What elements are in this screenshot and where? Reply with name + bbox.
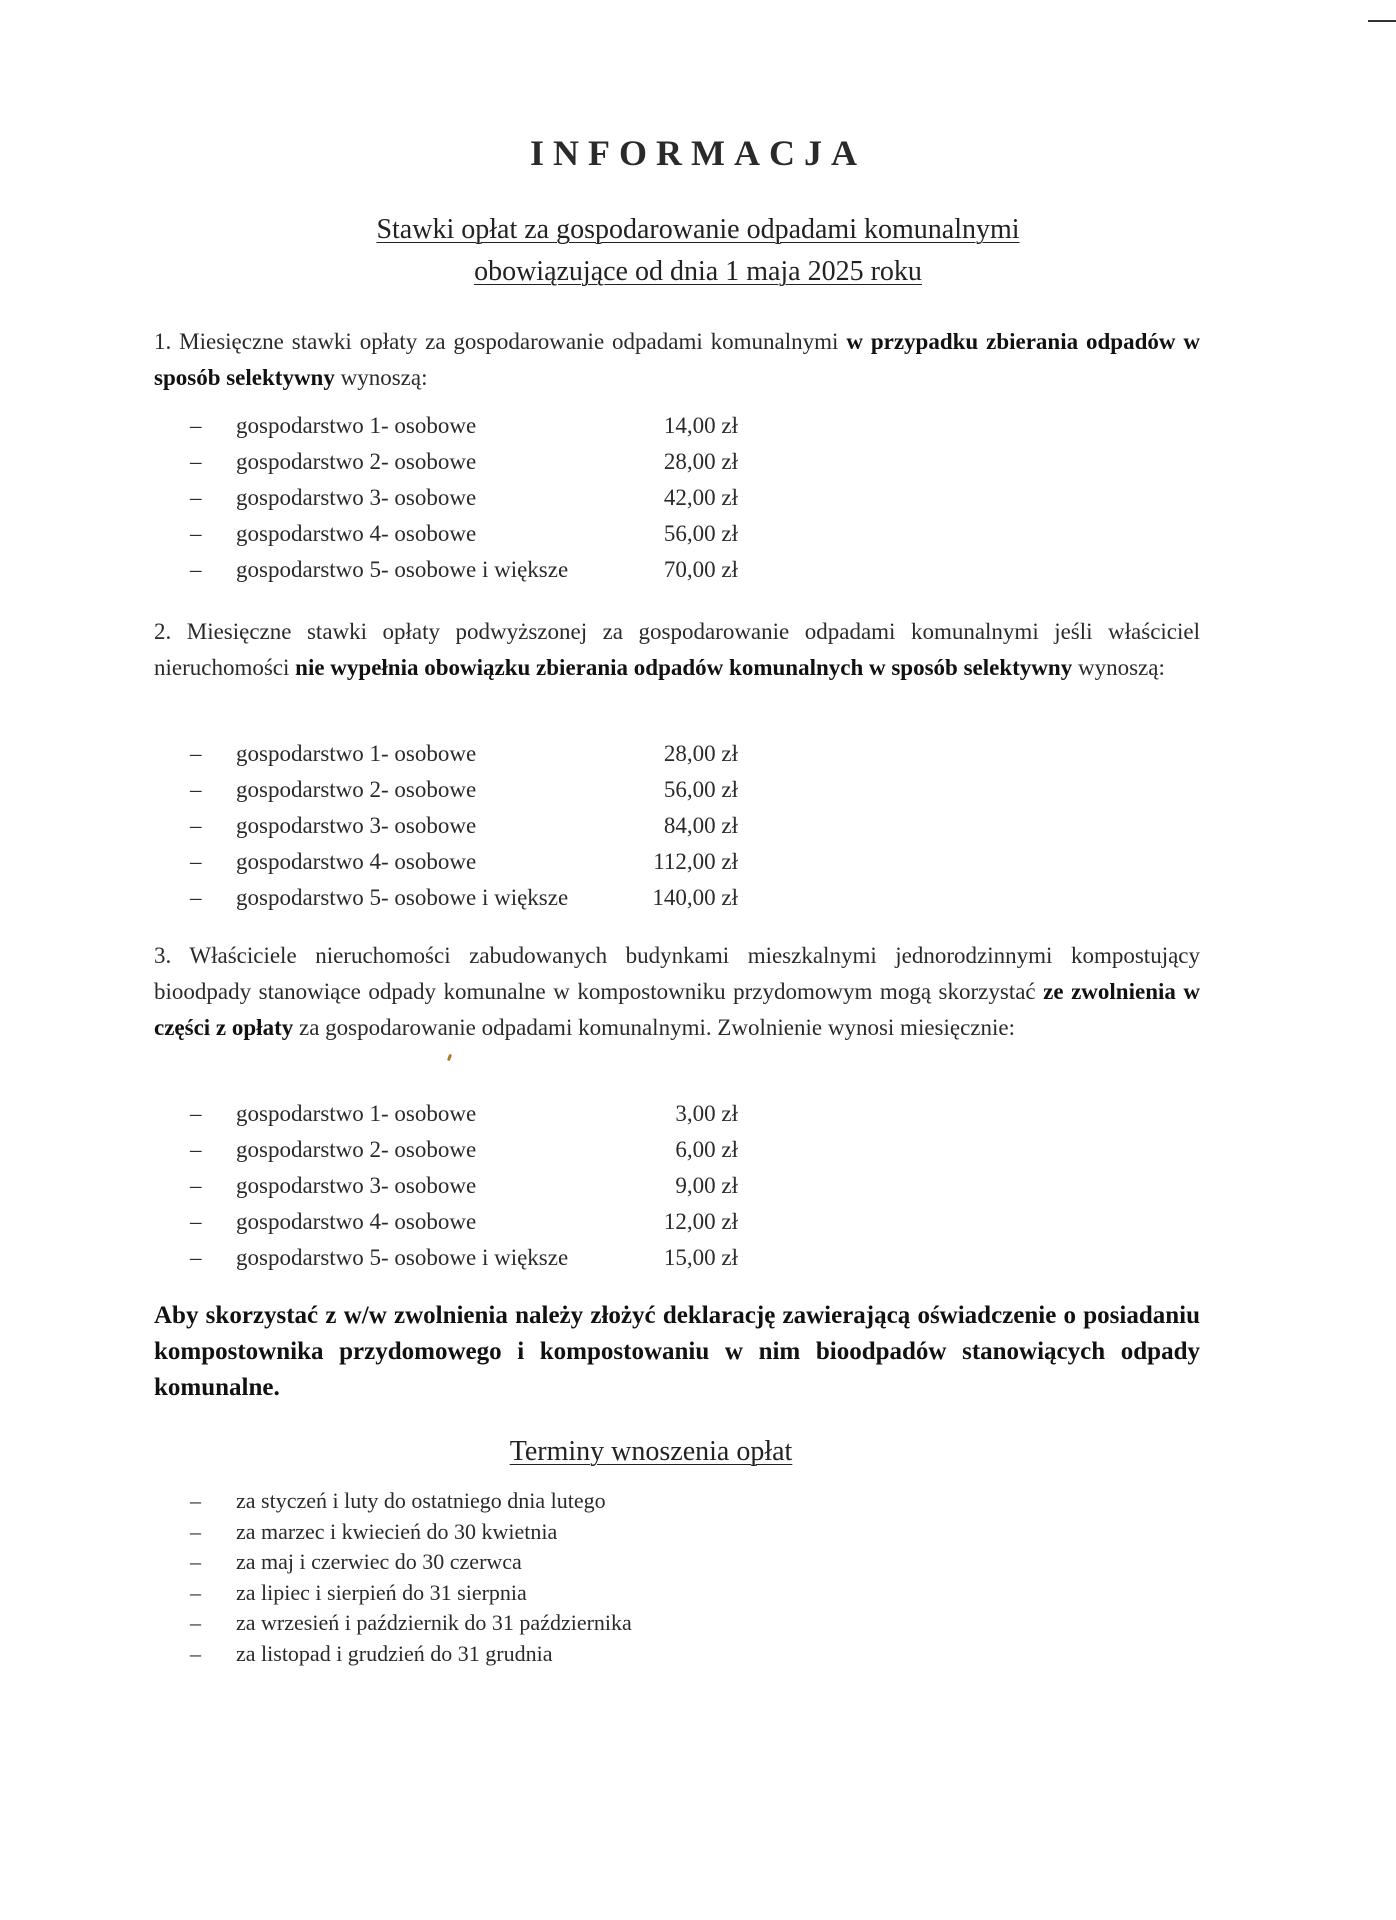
dash-bullet: – (190, 813, 202, 838)
dash-bullet: – (190, 885, 202, 910)
dash-bullet: – (190, 485, 202, 510)
household-label: gospodarstwo 2- osobowe (236, 449, 477, 474)
dash-bullet: – (190, 1245, 202, 1270)
term-label: za maj i czerwiec do 30 czerwca (236, 1549, 522, 1574)
dash-bullet: – (190, 1209, 202, 1234)
list-item (190, 552, 790, 588)
household-label: gospodarstwo 3- osobowe (236, 813, 477, 838)
list-item (190, 1639, 890, 1670)
list-item (190, 1517, 890, 1548)
dash-bullet: – (190, 1610, 201, 1635)
household-label: gospodarstwo 4- osobowe (236, 521, 477, 546)
household-label: gospodarstwo 2- osobowe (236, 1137, 477, 1162)
household-label: gospodarstwo 2- osobowe (236, 777, 477, 802)
scan-speck (447, 1054, 452, 1062)
dash-bullet: – (190, 413, 202, 438)
household-label: gospodarstwo 3- osobowe (236, 1173, 477, 1198)
rate-value: 56,00 zł (663, 521, 738, 546)
rate-value: 6,00 zł (675, 1137, 738, 1162)
rate-value: 70,00 zł (663, 557, 738, 582)
dash-bullet: – (190, 1488, 201, 1513)
term-label: za styczeń i luty do ostatniego dnia lutego (236, 1488, 606, 1513)
list-item (190, 1608, 890, 1639)
list-item (190, 772, 790, 808)
section3-intro (154, 938, 1200, 1046)
section1-intro-plain: 1. Miesięczne stawki opłaty za gospodarowanie odpadami komunalnymi (154, 329, 847, 354)
section2-intro-end: wynoszą: (1072, 655, 1165, 680)
list-item (190, 1132, 790, 1168)
subtitle-line-1-text: Stawki opłat za gospodarowanie odpadami komunalnymi (376, 214, 1020, 245)
dash-bullet: – (190, 849, 202, 874)
section3-intro-end: za gospodarowanie odpadami komunalnymi. Zwolnienie wynosi miesięcznie: (293, 1015, 1015, 1040)
document-title: INFORMACJA (530, 133, 866, 173)
rate-value: 112,00 zł (653, 849, 738, 874)
subtitle-line-1 (0, 214, 1396, 246)
household-label: gospodarstwo 1- osobowe (236, 1101, 477, 1126)
list-item (190, 1486, 890, 1517)
section1-rate-list (190, 408, 790, 588)
household-label: gospodarstwo 1- osobowe (236, 741, 477, 766)
terms-heading (0, 1436, 1302, 1468)
rate-value: 14,00 zł (663, 413, 738, 438)
rate-value: 28,00 zł (663, 449, 738, 474)
dash-bullet: – (190, 741, 202, 766)
list-item (190, 480, 790, 516)
term-label: za listopad i grudzień do 31 grudnia (236, 1640, 553, 1666)
subtitle-line-2-text: obowiązujące od dnia 1 maja 2025 roku (474, 256, 922, 287)
section2-intro (154, 614, 1200, 686)
list-item (190, 844, 790, 880)
section2-intro-bold: nie wypełnia obowiązku zbierania odpadów komunalnych w sposób selektywny (295, 655, 1073, 680)
household-label: gospodarstwo 5- osobowe i większe (236, 1245, 569, 1270)
list-item (190, 444, 790, 480)
section3-exemption-list (190, 1096, 790, 1276)
term-label: za wrzesień i październik do 31 października (236, 1610, 632, 1635)
rate-value: 56,00 zł (663, 777, 738, 802)
household-label: gospodarstwo 5- osobowe i większe (236, 557, 569, 582)
rate-value: 15,00 zł (663, 1245, 738, 1270)
household-label: gospodarstwo 4- osobowe (236, 1209, 477, 1234)
list-item (190, 1547, 890, 1578)
household-label: gospodarstwo 5- osobowe i większe (236, 885, 569, 910)
dash-bullet: – (190, 449, 202, 474)
rate-value: 9,00 zł (675, 1173, 738, 1198)
list-item (190, 808, 790, 844)
dash-bullet: – (190, 1101, 202, 1126)
list-item (190, 1578, 890, 1609)
list-item (190, 408, 790, 444)
list-item (190, 880, 790, 916)
term-label: za marzec i kwiecień do 30 kwietnia (236, 1518, 558, 1544)
subtitle-line-2 (0, 256, 1396, 288)
list-item (190, 1168, 790, 1204)
rate-value: 28,00 zł (663, 741, 738, 766)
payment-terms-list (190, 1486, 890, 1669)
section1-intro-end: wynoszą: (334, 365, 428, 390)
dash-bullet: – (190, 1549, 201, 1574)
section2-intro-plain: 2. Miesięczne stawki opłaty podwyższonej za gospodarowanie odpadami komunalnymi jeśli właściciel nieruchomości (154, 619, 1200, 680)
dash-bullet: – (190, 1579, 201, 1605)
scan-corner-mark (1368, 20, 1396, 22)
dash-bullet: – (190, 1640, 201, 1666)
rate-value: 42,00 zł (663, 485, 738, 510)
rate-value: 12,00 zł (663, 1209, 738, 1234)
list-item (190, 1204, 790, 1240)
dash-bullet: – (190, 777, 202, 802)
rate-value: 140,00 zł (652, 885, 738, 910)
household-label: gospodarstwo 3- osobowe (236, 485, 477, 510)
section1-intro-bold: w przypadku zbierania odpadów w sposób selektywny (154, 329, 1200, 390)
list-item (190, 1240, 790, 1276)
exemption-notice: Aby skorzystać z w/w zwolnienia należy złożyć deklarację zawierającą oświadczenie o posiadaniu kompostownika przydomowego i kompostowaniu w nim bioodpadów stanowiących odpady komunalne. (154, 1302, 1200, 1401)
section2-rate-list (190, 736, 790, 916)
list-item (190, 736, 790, 772)
rate-value: 84,00 zł (663, 813, 738, 838)
dash-bullet: – (190, 1137, 202, 1162)
list-item (190, 1096, 790, 1132)
household-label: gospodarstwo 4- osobowe (236, 849, 477, 874)
term-label: za lipiec i sierpień do 31 sierpnia (236, 1579, 527, 1605)
dash-bullet: – (190, 521, 202, 546)
list-item (190, 516, 790, 552)
dash-bullet: – (190, 1518, 201, 1544)
dash-bullet: – (190, 557, 202, 582)
section3-intro-bold: ze zwolnienia w części z opłaty (154, 979, 1201, 1040)
household-label: gospodarstwo 1- osobowe (236, 413, 477, 438)
section1-intro (154, 324, 1200, 396)
section3-intro-plain: 3. Właściciele nieruchomości zabudowanych budynkami mieszkalnymi jednorodzinnymi kompostujący bioodpady stanowiące odpady komunalne w kompostowniku przydomowym mogą skorzystać (154, 943, 1200, 1004)
dash-bullet: – (190, 1173, 202, 1198)
terms-heading-text: Terminy wnoszenia opłat (509, 1436, 793, 1467)
rate-value: 3,00 zł (675, 1101, 738, 1126)
